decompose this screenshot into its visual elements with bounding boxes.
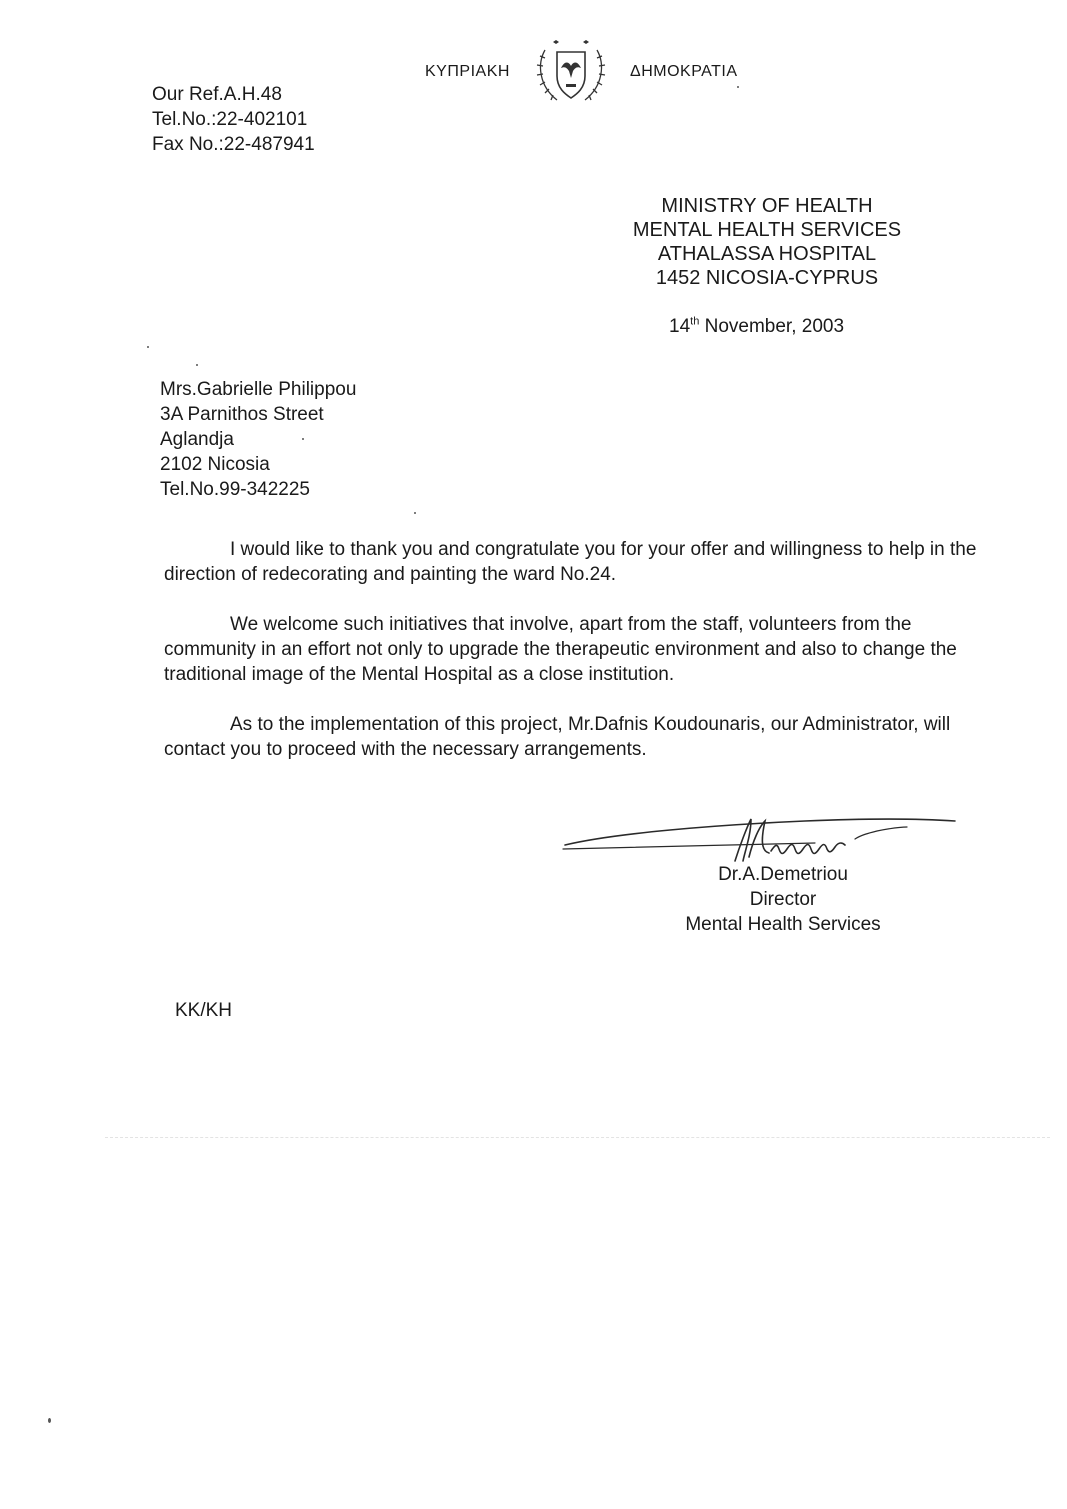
recipient-name: Mrs.Gabrielle Philippou (160, 379, 357, 400)
recipient-city: 2102 Nicosia (160, 454, 270, 475)
typist-initials: KK/KH (175, 1000, 233, 1021)
sender-line-services: MENTAL HEALTH SERVICES (632, 219, 902, 241)
letter-body (164, 537, 979, 787)
reference-block (152, 82, 315, 157)
scan-speck (737, 86, 739, 88)
recipient-street: 3A Parnithos Street (160, 404, 324, 425)
scan-speck (302, 438, 304, 440)
scan-artifact-line (105, 1137, 1050, 1138)
reference-telephone: Tel.No.:22-402101 (152, 109, 308, 130)
body-paragraph-initiatives: We welcome such initiatives that involve, apart from the staff, volunteers from the community in an effort not only to upgrade the therapeutic environment and also to change the traditional image of the Mental Hospital as a close institution. (164, 614, 957, 685)
sender-line-hospital: ATHALASSA HOSPITAL (657, 243, 877, 265)
cyprus-coat-of-arms-icon (533, 38, 609, 108)
scan-speck (48, 1418, 51, 1423)
sender-line-ministry: MINISTRY OF HEALTH (661, 195, 873, 217)
signatory-block (672, 862, 894, 937)
recipient-telephone: Tel.No.99-342225 (160, 479, 310, 500)
signatory-name: Dr.A.Demetriou (718, 864, 848, 885)
signatory-title: Director (749, 889, 817, 910)
date-ordinal-suffix: th (690, 315, 700, 328)
sender-address-block (612, 194, 922, 290)
sender-line-city: 1452 NICOSIA-CYPRUS (655, 267, 879, 289)
scan-speck (414, 512, 416, 514)
letter-date (669, 316, 844, 338)
reference-number: Our Ref.A.H.48 (152, 84, 282, 105)
scan-speck (147, 346, 149, 348)
letterhead-left-text: ΚΥΠΡΙΑΚΗ (425, 63, 510, 80)
signatory-department: Mental Health Services (685, 914, 881, 935)
recipient-area: Aglandja (160, 429, 234, 450)
scan-speck (196, 364, 198, 366)
body-paragraph-thanks: I would like to thank you and congratulate you for your offer and willingness to help in the direction of redecorating and painting the ward No.24. (164, 539, 977, 585)
date-day: 14 (669, 316, 691, 337)
letterhead-right-text: ΔΗΜΟΚΡΑΤΙΑ (630, 63, 738, 80)
body-paragraph-implementation: As to the implementation of this project, Mr.Dafnis Koudounaris, our Administrator, will contact you to proceed with the necessary arrangements. (164, 714, 951, 760)
date-month-year: November, 2003 (704, 316, 845, 337)
recipient-address-block (160, 377, 356, 502)
reference-fax: Fax No.:22-487941 (152, 134, 315, 155)
